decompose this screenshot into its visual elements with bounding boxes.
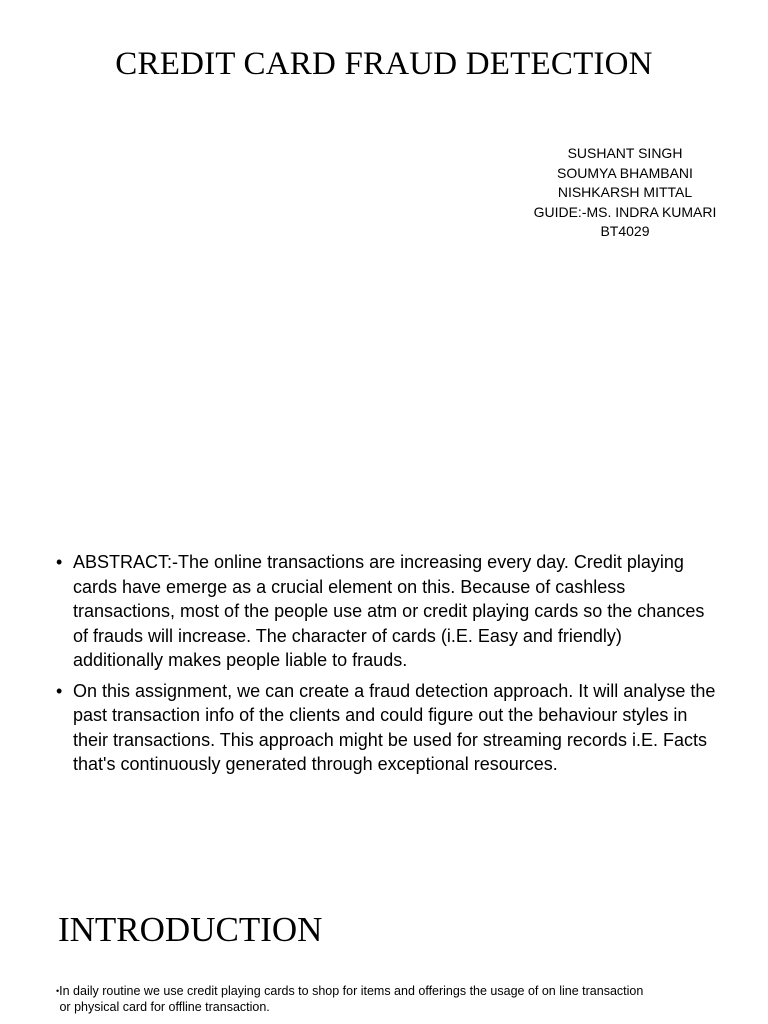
introduction-heading: INTRODUCTION bbox=[58, 910, 323, 949]
author-name: SOUMYA BHAMBANI bbox=[557, 164, 693, 181]
guide-name: GUIDE:-MS. INDRA KUMARI bbox=[533, 203, 717, 220]
introduction-paragraph bbox=[56, 983, 746, 1015]
abstract-bullet bbox=[56, 550, 716, 673]
bullet-icon: • bbox=[56, 552, 63, 572]
introduction-text: In daily routine we use credit playing cards to shop for items and offerings the usage of on line transaction bbox=[59, 984, 644, 998]
introduction-text: or physical card for offline transaction. bbox=[59, 1000, 270, 1014]
abstract-section bbox=[56, 550, 716, 783]
batch-code: BT4029 bbox=[600, 223, 650, 239]
author-block bbox=[500, 144, 750, 242]
abstract-text: ABSTRACT:-The online transactions are increasing every day. Credit playing cards have emerge as a crucial element on this. Because of cashless transactions, most of the people use atm or credit playing cards so the chances of frauds will increase. The character of cards (i.E. Easy and friendly) additionally makes people liable to frauds. bbox=[73, 552, 705, 670]
abstract-text: On this assignment, we can create a fraud detection approach. It will analyse the past transaction info of the clients and could figure out the behaviour styles in their transactions. This approach might be used for streaming records i.E. Facts that's continuously generated through exceptional resources. bbox=[73, 680, 716, 774]
bullet-icon: • bbox=[56, 986, 60, 996]
document-title: CREDIT CARD FRAUD DETECTION bbox=[115, 46, 653, 82]
introduction-line bbox=[56, 983, 746, 999]
introduction-line bbox=[56, 999, 746, 1015]
bullet-icon: • bbox=[56, 680, 63, 701]
author-name: SUSHANT SINGH bbox=[567, 145, 683, 161]
author-name: NISHKARSH MITTAL bbox=[557, 184, 693, 200]
abstract-bullet bbox=[56, 679, 716, 777]
